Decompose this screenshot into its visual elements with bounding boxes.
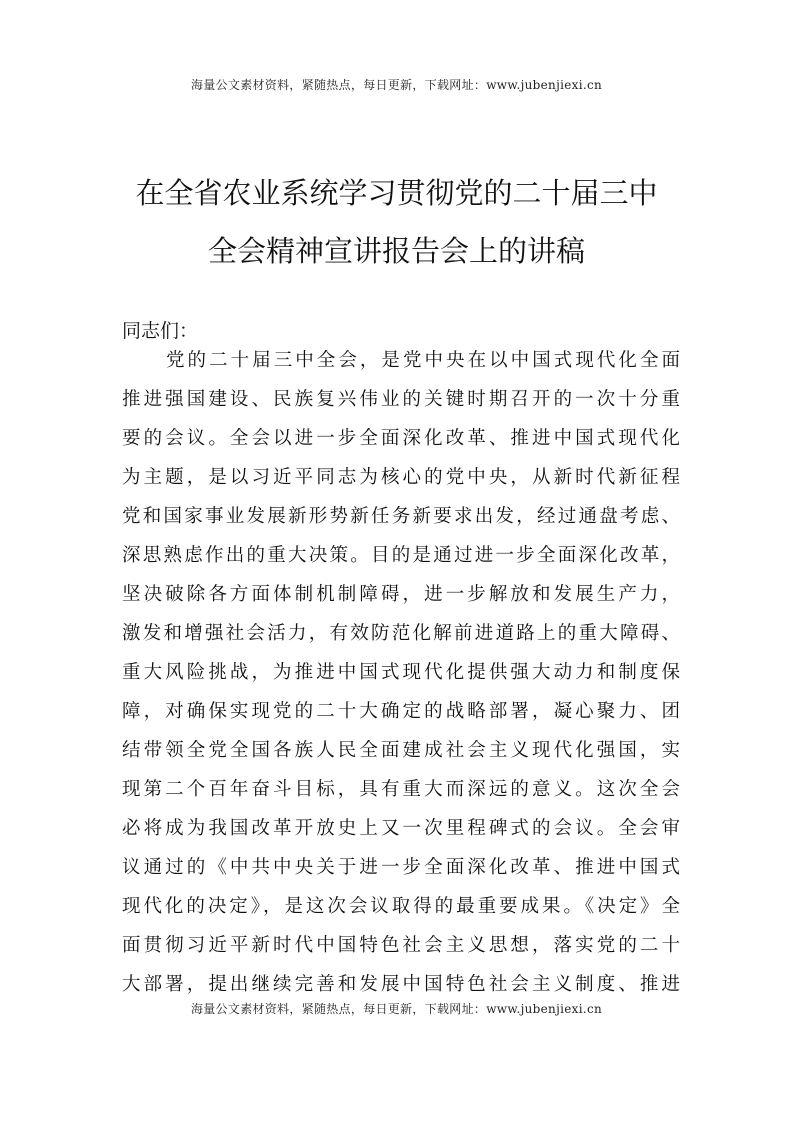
body-paragraph xyxy=(122,350,680,1013)
salutation: 同志们： xyxy=(122,320,199,342)
paragraph-line: 现代化的决定》，是这次会议取得的最重要成果。《决定》全 xyxy=(122,896,680,917)
document-title-line-1: 在全省农业系统学习贯彻党的二十届三中 xyxy=(135,176,658,210)
page-header: 海量公文素材资料，紧随热点，每日更新，下载网址：www.jubenjiexi.cn xyxy=(191,78,602,92)
paragraph-line: 议通过的《中共中央关于进一步全面深化改革、推进中国式 xyxy=(122,857,680,878)
paragraph-line: 现第二个百年奋斗目标，具有重大而深远的意义。这次全会 xyxy=(122,779,680,800)
paragraph-line: 大部署，提出继续完善和发展中国特色社会主义制度、推进 xyxy=(122,974,680,995)
paragraph-line: 重大风险挑战，为推进中国式现代化提供强大动力和制度保 xyxy=(122,662,680,683)
paragraph-line: 坚决破除各方面体制机制障碍，进一步解放和发展生产力， xyxy=(122,584,680,605)
paragraph-line: 障，对确保实现党的二十大确定的战略部署，凝心聚力、团 xyxy=(122,701,680,722)
paragraph-line: 为主题，是以习近平同志为核心的党中央，从新时代新征程 xyxy=(122,467,680,488)
paragraph-line: 推进强国建设、民族复兴伟业的关键时期召开的一次十分重 xyxy=(122,389,680,410)
paragraph-line: 要的会议。全会以进一步全面深化改革、推进中国式现代化 xyxy=(122,428,680,449)
paragraph-line: 面贯彻习近平新时代中国特色社会主义思想，落实党的二十 xyxy=(122,935,680,956)
paragraph-line: 结带领全党全国各族人民全面建成社会主义现代化强国，实 xyxy=(122,740,680,761)
paragraph-line: 深思熟虑作出的重大决策。目的是通过进一步全面深化改革， xyxy=(122,545,680,566)
paragraph-line: 激发和增强社会活力，有效防范化解前进道路上的重大障碍、 xyxy=(122,623,680,644)
page-footer: 海量公文素材资料，紧随热点，每日更新，下载网址：www.jubenjiexi.cn xyxy=(191,1002,602,1016)
paragraph-line: 必将成为我国改革开放史上又一次里程碑式的会议。全会审 xyxy=(122,818,680,839)
document-title-line-2: 全会精神宣讲报告会上的讲稿 xyxy=(207,234,585,268)
paragraph-line: 党和国家事业发展新形势新任务新要求出发，经过通盘考虑、 xyxy=(122,506,680,527)
paragraph-line: 党的二十届三中全会，是党中央在以中国式现代化全面 xyxy=(166,350,680,371)
